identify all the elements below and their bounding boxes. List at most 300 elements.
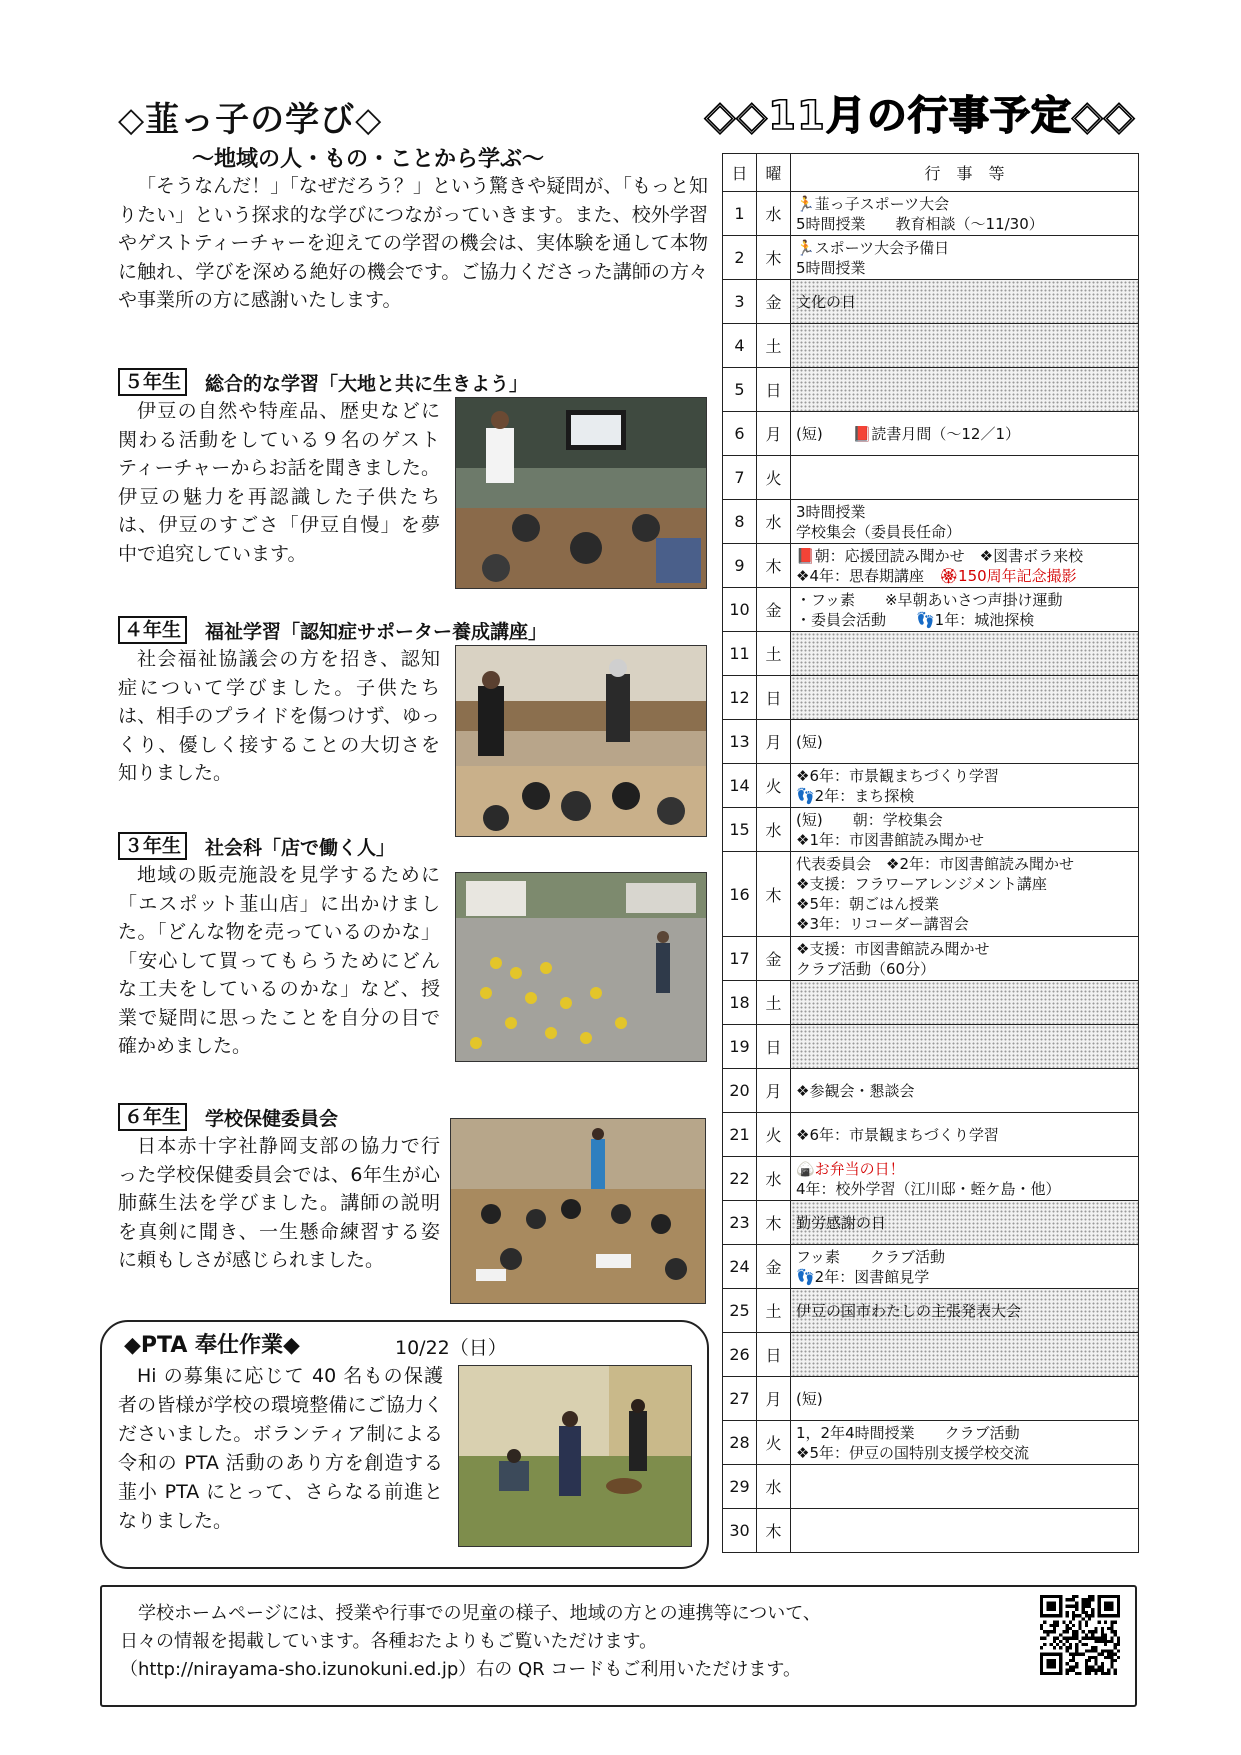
qr-module	[1082, 1617, 1085, 1620]
qr-module	[1075, 1653, 1078, 1656]
calendar-events	[791, 1509, 1139, 1553]
qr-module	[1117, 1649, 1120, 1652]
qr-module	[1094, 1637, 1097, 1640]
header-weekday: 曜	[757, 154, 791, 192]
qr-module	[1075, 1637, 1078, 1640]
qr-module	[1088, 1665, 1091, 1668]
calendar-row	[723, 412, 1139, 456]
photo-grade5-classroom	[455, 397, 707, 589]
qr-module	[1110, 1627, 1113, 1630]
qr-module	[1062, 1621, 1065, 1624]
qr-module	[1053, 1637, 1056, 1640]
calendar-weekday: 水	[757, 1157, 791, 1201]
event-line: ❖支援：フラワーアレンジメント講座	[796, 875, 1047, 893]
section-heading-grade4	[118, 616, 547, 644]
qr-module	[1053, 1646, 1056, 1649]
qr-module	[1117, 1656, 1120, 1659]
qr-module	[1075, 1608, 1078, 1611]
qr-module	[1110, 1653, 1113, 1656]
pta-date: 10/22（日）	[395, 1337, 507, 1359]
calendar-events	[791, 544, 1139, 588]
qr-module	[1072, 1669, 1075, 1672]
qr-module	[1056, 1637, 1059, 1640]
qr-module	[1085, 1633, 1088, 1636]
calendar-row	[723, 1113, 1139, 1157]
qr-module	[1066, 1637, 1069, 1640]
calendar-weekday: 金	[757, 588, 791, 632]
qr-module	[1078, 1621, 1081, 1624]
qr-module	[1072, 1624, 1075, 1627]
qr-module	[1072, 1659, 1075, 1662]
event-line: 代表委員会 ❖2年：市図書館読み聞かせ	[796, 855, 1074, 873]
qr-module	[1101, 1627, 1104, 1630]
qr-module	[1101, 1637, 1104, 1640]
photo-grade6-image	[451, 1119, 705, 1303]
event-line: ❖6年：市景観まちづくり学習	[796, 766, 999, 785]
calendar-weekday: 金	[757, 1245, 791, 1289]
qr-module	[1114, 1653, 1117, 1656]
qr-module	[1085, 1643, 1088, 1646]
qr-module	[1069, 1637, 1072, 1640]
photo-grade4-image	[456, 646, 706, 836]
event-line: 📕朝：応援団読み聞かせ ❖図書ボラ来校	[796, 546, 1084, 565]
calendar-weekday: 土	[757, 324, 791, 368]
event-line: (短) 朝：学校集会	[796, 810, 943, 829]
event-text: ❖4年：思春期講座	[796, 566, 939, 585]
qr-module	[1088, 1656, 1091, 1659]
calendar-row	[723, 1377, 1139, 1421]
qr-module	[1114, 1643, 1117, 1646]
qr-module	[1088, 1649, 1091, 1652]
qr-module	[1091, 1633, 1094, 1636]
calendar-day: 22	[723, 1157, 757, 1201]
calendar-events	[791, 852, 1139, 937]
calendar-row	[723, 852, 1139, 937]
qr-module	[1082, 1601, 1085, 1604]
qr-module	[1091, 1608, 1094, 1611]
calendar-row	[723, 676, 1139, 720]
calendar-day: 18	[723, 981, 757, 1025]
qr-module	[1088, 1617, 1091, 1620]
qr-module	[1085, 1659, 1088, 1662]
qr-module	[1088, 1630, 1091, 1633]
calendar-title-graphic	[690, 86, 1150, 142]
qr-module	[1107, 1656, 1110, 1659]
calendar-events	[791, 1201, 1139, 1245]
qr-module	[1091, 1598, 1094, 1601]
section-text: 伊豆の自然や特産品、歴史などに関わる活動をしている９名のゲストティーチャーからお話を聞きました。伊豆の魅力を再認識した子供たちは、伊豆のすごさ「伊豆自慢」を夢中で追究しています。	[118, 400, 440, 565]
qr-module	[1094, 1672, 1097, 1675]
qr-module	[1046, 1601, 1056, 1611]
calendar-day: 21	[723, 1113, 757, 1157]
qr-module	[1101, 1665, 1104, 1668]
section-body-grade4	[118, 645, 440, 788]
calendar-events	[791, 1377, 1139, 1421]
qr-module	[1082, 1611, 1085, 1614]
qr-module	[1075, 1601, 1078, 1604]
calendar-events	[791, 1289, 1139, 1333]
qr-module	[1091, 1646, 1094, 1649]
event-line: 5時間授業 教育相談（～11/30）	[796, 214, 1044, 233]
qr-module	[1104, 1649, 1107, 1652]
qr-module	[1110, 1659, 1113, 1662]
qr-module	[1110, 1662, 1113, 1665]
photo-grade6-cpr	[450, 1118, 706, 1304]
qr-module	[1088, 1595, 1091, 1598]
calendar-events	[791, 588, 1139, 632]
footer-line-2: 日々の情報を掲載しています。各種おたよりもご覧いただけます。	[120, 1631, 658, 1652]
pta-title: ◆PTA 奉仕作業◆	[124, 1333, 300, 1358]
calendar-row	[723, 1245, 1139, 1289]
calendar-title	[690, 86, 1150, 142]
calendar-weekday: 月	[757, 1069, 791, 1113]
calendar-events	[791, 1245, 1139, 1289]
qr-code-icon[interactable]	[1040, 1595, 1120, 1675]
event-line: ❖支援：市図書館読み聞かせ	[796, 939, 990, 958]
qr-module	[1059, 1633, 1062, 1636]
event-line: ❖参観会・懇談会	[796, 1081, 915, 1100]
qr-module	[1091, 1614, 1094, 1617]
qr-module	[1075, 1672, 1078, 1675]
qr-module	[1110, 1621, 1113, 1624]
qr-module	[1088, 1637, 1091, 1640]
calendar-header-row	[723, 154, 1139, 192]
calendar-weekday: 木	[757, 236, 791, 280]
qr-module	[1066, 1627, 1069, 1630]
qr-module	[1114, 1630, 1117, 1633]
calendar-weekday: 水	[757, 1465, 791, 1509]
qr-module	[1082, 1608, 1085, 1611]
qr-module	[1059, 1640, 1062, 1643]
qr-module	[1107, 1653, 1110, 1656]
qr-module	[1040, 1637, 1043, 1640]
events-calendar-table	[722, 153, 1139, 1553]
section-text: 地域の販売施設を見学するために「エスポット韮山店」に出かけました。「どんな物を売っているのかな」「安心して買ってもらうためにどんな工夫をしているのかな」など、授業で疑問に思ったことを自分の目で確かめました。	[118, 864, 440, 1057]
section-body-grade6	[118, 1132, 440, 1275]
qr-module	[1078, 1640, 1081, 1643]
qr-module	[1043, 1643, 1046, 1646]
qr-module	[1091, 1637, 1094, 1640]
qr-module	[1104, 1621, 1107, 1624]
qr-module	[1114, 1672, 1117, 1675]
event-line: ❖3年：リコーダー講習会	[796, 915, 969, 933]
photo-grade3-store-visit	[455, 872, 707, 1062]
qr-module	[1078, 1653, 1081, 1656]
qr-module	[1043, 1621, 1046, 1624]
photo-grade3-image	[456, 873, 706, 1061]
qr-module	[1062, 1637, 1065, 1640]
qr-module	[1104, 1672, 1107, 1675]
event-line: (短) 📕読書月間（～12／1）	[796, 424, 1021, 443]
qr-module	[1043, 1630, 1046, 1633]
qr-module	[1094, 1662, 1097, 1665]
qr-module	[1066, 1640, 1069, 1643]
qr-module	[1085, 1665, 1088, 1668]
qr-module	[1117, 1643, 1120, 1646]
event-line: 🏃スポーツ大会予備日	[796, 238, 950, 257]
qr-module	[1110, 1665, 1113, 1668]
calendar-row	[723, 236, 1139, 280]
qr-module	[1085, 1637, 1088, 1640]
qr-module	[1085, 1624, 1088, 1627]
qr-module	[1082, 1598, 1085, 1601]
event-line: ・委員会活動 👣1年：城池探検	[796, 610, 1035, 629]
section-heading-grade5	[118, 368, 528, 396]
qr-module	[1101, 1669, 1104, 1672]
calendar-weekday: 水	[757, 808, 791, 852]
qr-module	[1072, 1614, 1075, 1617]
qr-module	[1107, 1640, 1110, 1643]
qr-module	[1056, 1643, 1059, 1646]
event-line: ❖1年：市図書館読み聞かせ	[796, 830, 984, 849]
event-line: ❖5年：伊豆の国特別支援学校交流	[796, 1443, 1029, 1462]
calendar-weekday: 金	[757, 937, 791, 981]
calendar-day: 7	[723, 456, 757, 500]
qr-module	[1094, 1649, 1097, 1652]
qr-module	[1053, 1621, 1056, 1624]
calendar-day: 27	[723, 1377, 757, 1421]
qr-module	[1059, 1646, 1062, 1649]
qr-module	[1101, 1653, 1104, 1656]
qr-module	[1066, 1624, 1069, 1627]
qr-module	[1110, 1656, 1113, 1659]
qr-module	[1085, 1601, 1088, 1604]
qr-module	[1114, 1621, 1117, 1624]
qr-module	[1094, 1659, 1097, 1662]
qr-module	[1066, 1611, 1069, 1614]
qr-module	[1094, 1646, 1097, 1649]
qr-module	[1082, 1630, 1085, 1633]
qr-module	[1066, 1630, 1069, 1633]
calendar-row	[723, 1025, 1139, 1069]
qr-module	[1040, 1624, 1043, 1627]
qr-module	[1098, 1621, 1101, 1624]
qr-module	[1072, 1598, 1075, 1601]
qr-module	[1075, 1662, 1078, 1665]
qr-module	[1085, 1649, 1088, 1652]
event-line: 勤労感謝の日	[796, 1213, 887, 1232]
calendar-row	[723, 544, 1139, 588]
qr-module	[1101, 1662, 1104, 1665]
calendar-row	[723, 981, 1139, 1025]
qr-module	[1091, 1649, 1094, 1652]
qr-module	[1091, 1611, 1094, 1614]
qr-module	[1053, 1624, 1056, 1627]
qr-module	[1040, 1646, 1043, 1649]
qr-module	[1072, 1637, 1075, 1640]
qr-module	[1091, 1656, 1094, 1659]
calendar-row	[723, 280, 1139, 324]
event-line: 1，2年4時間授業 クラブ活動	[796, 1423, 1020, 1442]
calendar-row	[723, 632, 1139, 676]
qr-module	[1075, 1630, 1078, 1633]
calendar-weekday: 木	[757, 1201, 791, 1245]
qr-module	[1062, 1630, 1065, 1633]
qr-module	[1053, 1627, 1056, 1630]
calendar-day: 4	[723, 324, 757, 368]
qr-module	[1043, 1637, 1046, 1640]
calendar-weekday: 木	[757, 1509, 791, 1553]
calendar-row	[723, 1509, 1139, 1553]
calendar-day: 2	[723, 236, 757, 280]
calendar-weekday: 金	[757, 280, 791, 324]
qr-module	[1069, 1669, 1072, 1672]
qr-module	[1062, 1643, 1065, 1646]
qr-module	[1075, 1643, 1078, 1646]
photo-grade4-welfare	[455, 645, 707, 837]
qr-module	[1075, 1614, 1078, 1617]
event-line: (短)	[796, 1389, 823, 1408]
qr-module	[1091, 1669, 1094, 1672]
calendar-weekday: 月	[757, 412, 791, 456]
qr-module	[1069, 1653, 1072, 1656]
footer-line-3: （http://nirayama-sho.izunokuni.ed.jp）右の QR コードもご利用いただけます。	[120, 1659, 801, 1680]
pta-body	[118, 1362, 443, 1536]
calendar-row	[723, 1157, 1139, 1201]
qr-module	[1066, 1662, 1069, 1665]
qr-module	[1072, 1630, 1075, 1633]
calendar-events	[791, 937, 1139, 981]
calendar-events	[791, 808, 1139, 852]
calendar-events	[791, 192, 1139, 236]
calendar-weekday: 木	[757, 852, 791, 937]
qr-module	[1107, 1649, 1110, 1652]
calendar-weekday: 日	[757, 676, 791, 720]
qr-module	[1066, 1598, 1069, 1601]
event-line: クラブ活動（60分）	[796, 959, 936, 978]
qr-module	[1107, 1672, 1110, 1675]
qr-code-graphic[interactable]	[1040, 1595, 1120, 1675]
calendar-weekday: 日	[757, 368, 791, 412]
section-title: 総合的な学習「大地と共に生きよう」	[205, 372, 529, 395]
qr-module	[1114, 1669, 1117, 1672]
calendar-row	[723, 1069, 1139, 1113]
event-line: フッ素 クラブ活動	[796, 1247, 945, 1266]
photo-grade5-image	[456, 398, 706, 588]
calendar-title-text: ◇◇11月の行事予定◇◇	[704, 93, 1136, 139]
qr-module	[1110, 1637, 1113, 1640]
qr-module	[1066, 1672, 1069, 1675]
qr-module	[1040, 1627, 1043, 1630]
calendar-row	[723, 808, 1139, 852]
header-day: 日	[723, 154, 757, 192]
qr-module	[1082, 1605, 1085, 1608]
qr-module	[1101, 1672, 1104, 1675]
event-highlight: 🏵150周年記念撮影	[939, 566, 1077, 585]
qr-module	[1085, 1662, 1088, 1665]
calendar-weekday: 月	[757, 1377, 791, 1421]
qr-module	[1104, 1601, 1114, 1611]
grade-label: ４年生	[118, 616, 187, 644]
calendar-events	[791, 1333, 1139, 1377]
section-text: 社会福祉協議会の方を招き、認知症について学びました。子供たちは、相手のプライドを傷つけず、ゆっくり、優しく接することの大切さを知りました。	[118, 648, 440, 784]
qr-module	[1098, 1665, 1101, 1668]
qr-module	[1066, 1649, 1069, 1652]
calendar-events	[791, 1025, 1139, 1069]
qr-module	[1069, 1605, 1072, 1608]
qr-module	[1072, 1611, 1075, 1614]
event-line: 3時間授業	[796, 502, 866, 521]
qr-module	[1046, 1659, 1056, 1669]
calendar-day: 16	[723, 852, 757, 937]
event-line: 🍙お弁当の日！	[796, 1159, 905, 1178]
calendar-row	[723, 192, 1139, 236]
qr-module	[1085, 1611, 1088, 1614]
photo-pta-image	[459, 1366, 691, 1546]
calendar-events	[791, 676, 1139, 720]
pta-text: Hi の募集に応じて 40 名もの保護者の皆様が学校の環境整備にご協力くださいました。ボランティア制による令和の PTA 活動のあり方を創造する韮小 PTA にとって、さらなる前進となりました。	[118, 1365, 443, 1532]
qr-module	[1082, 1643, 1085, 1646]
qr-module	[1098, 1653, 1101, 1656]
event-line: (短)	[796, 732, 823, 751]
section-body-grade5	[118, 397, 440, 568]
qr-module	[1066, 1669, 1069, 1672]
calendar-events	[791, 632, 1139, 676]
calendar-day: 3	[723, 280, 757, 324]
qr-module	[1075, 1649, 1078, 1652]
calendar-row	[723, 500, 1139, 544]
calendar-events	[791, 412, 1139, 456]
qr-module	[1088, 1614, 1091, 1617]
calendar-events	[791, 368, 1139, 412]
calendar-day: 5	[723, 368, 757, 412]
calendar-day: 11	[723, 632, 757, 676]
qr-module	[1088, 1605, 1091, 1608]
section-title: 社会科「店で働く人」	[205, 836, 396, 859]
calendar-events	[791, 324, 1139, 368]
qr-module	[1072, 1665, 1075, 1668]
qr-module	[1056, 1621, 1059, 1624]
qr-module	[1075, 1605, 1078, 1608]
qr-module	[1104, 1640, 1107, 1643]
calendar-day: 14	[723, 764, 757, 808]
qr-module	[1066, 1605, 1069, 1608]
qr-module	[1069, 1646, 1072, 1649]
event-line: 👣2年：まち探検	[796, 786, 915, 805]
qr-module	[1088, 1669, 1091, 1672]
calendar-day: 8	[723, 500, 757, 544]
qr-module	[1082, 1637, 1085, 1640]
event-line: 伊豆の国市わたしの主張発表大会	[796, 1301, 1022, 1320]
intro-paragraph	[118, 172, 708, 315]
calendar-events	[791, 236, 1139, 280]
calendar-day: 1	[723, 192, 757, 236]
calendar-weekday: 水	[757, 192, 791, 236]
calendar-events	[791, 1157, 1139, 1201]
calendar-day: 15	[723, 808, 757, 852]
qr-module	[1098, 1669, 1101, 1672]
qr-module	[1104, 1633, 1107, 1636]
qr-module	[1088, 1601, 1091, 1604]
qr-module	[1050, 1643, 1053, 1646]
grade-label: ６年生	[118, 1103, 187, 1131]
qr-module	[1091, 1665, 1094, 1668]
event-line: ❖6年：市景観まちづくり学習	[796, 1125, 999, 1144]
qr-module	[1117, 1637, 1120, 1640]
calendar-weekday: 火	[757, 1113, 791, 1157]
footer-line-1: 学校ホームページには、授業や行事での児童の様子、地域の方との連携等について、	[138, 1603, 821, 1624]
calendar-events	[791, 764, 1139, 808]
qr-module	[1085, 1621, 1088, 1624]
qr-module	[1114, 1659, 1117, 1662]
calendar-row	[723, 720, 1139, 764]
qr-module	[1072, 1605, 1075, 1608]
calendar-row	[723, 1289, 1139, 1333]
qr-module	[1094, 1669, 1097, 1672]
qr-module	[1069, 1598, 1072, 1601]
qr-module	[1101, 1649, 1104, 1652]
qr-module	[1091, 1595, 1094, 1598]
